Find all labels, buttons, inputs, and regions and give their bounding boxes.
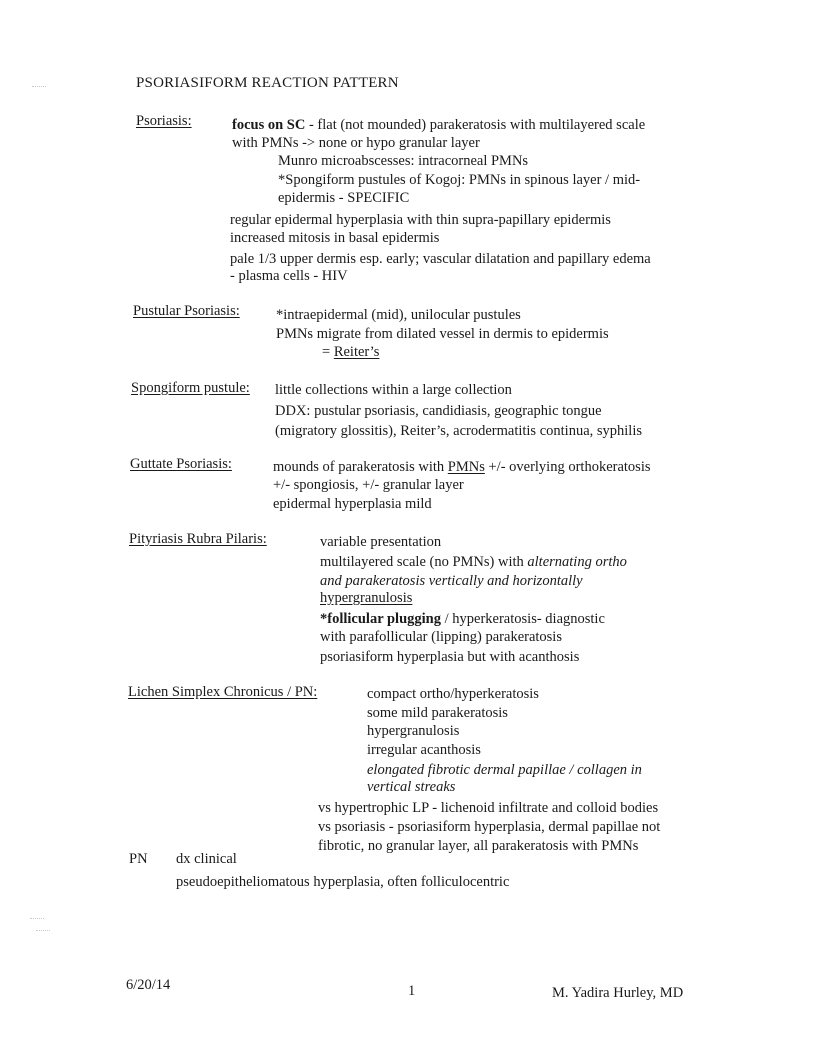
psoriasis-line-2: with PMNs -> none or hypo granular layer	[232, 135, 480, 151]
spongiform-line-3: (migratory glossitis), Reiter’s, acrodermatitis continua, syphilis	[275, 423, 643, 439]
footer-author: M. Yadira Hurley, MD	[552, 985, 684, 1001]
guttate-line-1-pre: mounds of parakeratosis with	[273, 459, 448, 475]
pustular-equals: =	[322, 344, 334, 360]
prp-line-2-italic: alternating ortho	[527, 554, 627, 570]
guttate-line-3: epidermal hyperplasia mild	[273, 496, 432, 512]
scan-artifact	[30, 918, 44, 921]
pn-line-1: dx clinical	[176, 851, 237, 867]
lsc-line-2: some mild parakeratosis	[367, 705, 508, 721]
prp-line-4: hypergranulosis	[320, 590, 413, 606]
pustular-line-3	[322, 343, 379, 361]
prp-line-1: variable presentation	[320, 534, 442, 550]
psoriasis-line-7: increased mitosis in basal epidermis	[230, 230, 440, 246]
prp-line-6: with parafollicular (lipping) parakeratosis	[320, 629, 562, 645]
guttate-line-1	[273, 458, 651, 476]
pustular-line-2: PMNs migrate from dilated vessel in dermis to epidermis	[276, 326, 609, 342]
prp-line-5-rest: / hyperkeratosis- diagnostic	[441, 611, 605, 627]
psoriasis-line-3: Munro microabscesses: intracorneal PMNs	[278, 153, 529, 169]
guttate-line-1-post: +/- overlying orthokeratosis	[484, 459, 651, 475]
pustular-psoriasis-heading: Pustular Psoriasis:	[133, 303, 240, 319]
prp-line-3: and parakeratosis vertically and horizontally	[320, 573, 583, 589]
prp-line-7: psoriasiform hyperplasia but with acanthosis	[320, 649, 580, 665]
guttate-psoriasis-heading: Guttate Psoriasis:	[130, 456, 232, 472]
prp-line-5	[320, 610, 605, 628]
psoriasis-line-4: *Spongiform pustules of Kogoj: PMNs in spinous layer / mid-	[278, 172, 641, 188]
psoriasis-line-9: - plasma cells - HIV	[230, 268, 348, 284]
lsc-line-3: hypergranulosis	[367, 723, 460, 739]
psoriasis-heading: Psoriasis:	[136, 113, 192, 129]
page-title: PSORIASIFORM REACTION PATTERN	[136, 75, 399, 91]
spongiform-pustule-heading: Spongiform pustule:	[131, 380, 250, 396]
pn-line-2: pseudoepitheliomatous hyperplasia, often folliculocentric	[176, 874, 510, 890]
follicular-plugging-text: *follicular plugging	[320, 611, 441, 627]
prp-heading: Pityriasis Rubra Pilaris:	[129, 531, 267, 547]
lsc-line-1: compact ortho/hyperkeratosis	[367, 686, 539, 702]
lsc-line-7: vs hypertrophic LP - lichenoid infiltrate and colloid bodies	[318, 800, 659, 816]
psoriasis-line-5: epidermis - SPECIFIC	[278, 190, 410, 206]
footer-page-number: 1	[408, 983, 416, 999]
lsc-heading: Lichen Simplex Chronicus / PN:	[128, 684, 318, 700]
guttate-pmns: PMNs	[447, 459, 485, 475]
lsc-line-4: irregular acanthosis	[367, 742, 481, 758]
lsc-line-5: elongated fibrotic dermal papillae / collagen in	[367, 762, 642, 778]
lsc-line-6: vertical streaks	[367, 779, 456, 795]
lsc-line-8: vs psoriasis - psoriasiform hyperplasia, dermal papillae not	[318, 819, 661, 835]
pustular-line-1: *intraepidermal (mid), unilocular pustules	[276, 307, 521, 323]
lsc-line-9: fibrotic, no granular layer, all parakeratosis with PMNs	[318, 838, 639, 854]
scan-artifact	[32, 86, 46, 89]
psoriasis-line-1-rest: - flat (not mounded) parakeratosis with multilayered scale	[305, 117, 646, 133]
pn-label: PN	[129, 851, 148, 867]
footer-date: 6/20/14	[126, 977, 171, 993]
scan-artifact	[36, 930, 50, 933]
psoriasis-focus-text: focus on SC	[232, 117, 306, 133]
spongiform-line-1: little collections within a large collection	[275, 382, 512, 398]
reiters-link: Reiter’s	[333, 344, 380, 360]
prp-line-2	[320, 553, 627, 571]
psoriasis-line-1	[232, 116, 645, 134]
spongiform-line-2: DDX: pustular psoriasis, candidiasis, geographic tongue	[275, 403, 602, 419]
guttate-line-2: +/- spongiosis, +/- granular layer	[273, 477, 464, 493]
prp-line-2-pre: multilayered scale (no PMNs) with	[320, 554, 528, 570]
psoriasis-line-8: pale 1/3 upper dermis esp. early; vascular dilatation and papillary edema	[230, 251, 651, 267]
psoriasis-line-6: regular epidermal hyperplasia with thin supra-papillary epidermis	[230, 212, 611, 228]
